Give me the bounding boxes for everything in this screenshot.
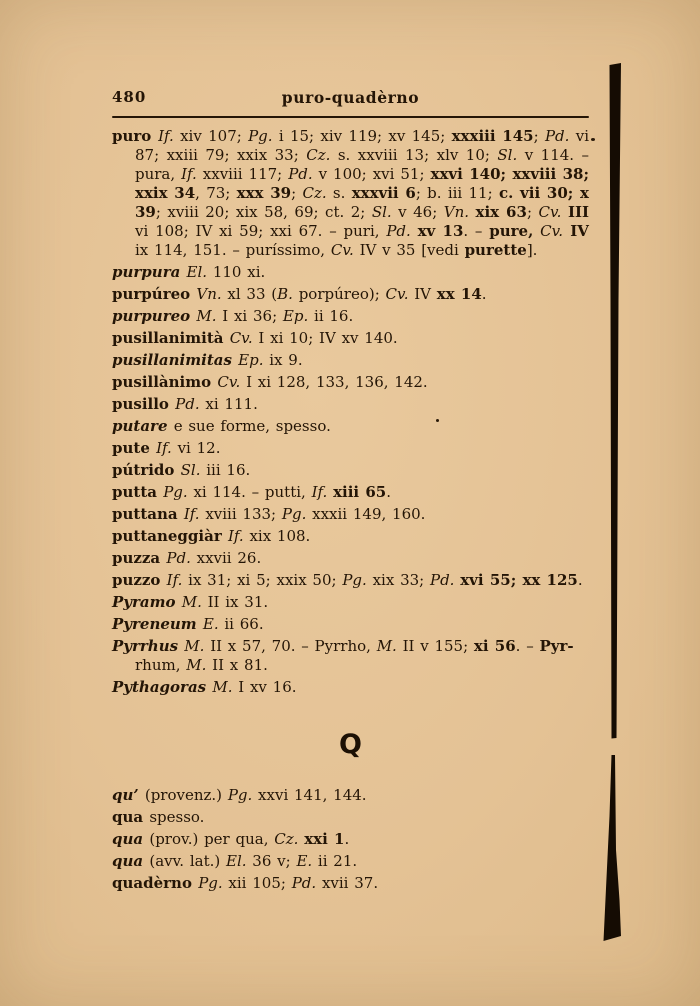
entry-text-segment: ; <box>291 184 303 202</box>
entry-text-segment: Pyreneum <box>112 615 203 633</box>
entry-text-segment: Pd. <box>291 874 317 892</box>
entry-text-segment: xxx 39 <box>236 184 292 202</box>
entry-text-segment: 36 v; <box>246 852 297 870</box>
index-entry-purpureo <box>112 285 589 304</box>
entry-text-segment: vi 108; IV xi 59; xxi 67. – puri, <box>135 222 387 240</box>
entry-text-segment: (avv. lat.) <box>149 852 226 870</box>
entry-text-segment: xl 33 ( <box>221 285 278 303</box>
entry-text-segment: qua <box>112 808 150 826</box>
entry-text-segment: ii 66. <box>218 615 264 633</box>
entry-text-segment: I xi 10; IV xv 140. <box>252 329 398 347</box>
entry-text-segment: If. <box>156 439 172 457</box>
entry-text-segment: v 46; <box>391 203 444 221</box>
entry-text-segment: s. <box>326 184 352 202</box>
entry-text-segment: II x 57, 70. – Pyrrho, <box>204 637 377 655</box>
index-entry-qua <box>112 808 589 827</box>
index-entry-puttana <box>112 505 589 524</box>
entry-text-segment: IV <box>563 222 589 240</box>
entry-text-segment: If. <box>181 165 197 183</box>
entry-text-segment: Pd. <box>175 395 200 413</box>
entry-text-segment: vi 87; xxiii 79; xxix 33; <box>135 127 589 164</box>
entry-text-segment: , 73; <box>195 184 237 202</box>
entry-text-segment: I xi 128, 133, 136, 142. <box>240 373 428 391</box>
entry-text-segment: v 114. – pura, <box>135 146 590 183</box>
entry-text-segment: Cz. <box>274 830 299 848</box>
index-entry-putare <box>112 417 589 436</box>
entry-text-segment: Pg. <box>342 571 367 589</box>
entry-text-segment: pútrido <box>112 461 181 479</box>
entry-text-segment: If. <box>183 505 200 523</box>
entry-text-segment: Ep. <box>238 351 264 369</box>
entry-text-segment: II v 155; <box>396 637 474 655</box>
ink-dot <box>436 419 439 422</box>
section-letter-q: Q <box>339 729 362 760</box>
entry-text-segment: putta <box>112 483 164 501</box>
entry-text-segment: Pd. <box>288 165 313 183</box>
index-entry-qu <box>112 786 589 805</box>
entry-text-segment: xvii 37. <box>316 874 379 892</box>
entry-text-segment: ix 9. <box>263 351 303 369</box>
entry-text-segment: M. <box>181 593 202 611</box>
entry-text-segment: e sue forme, spesso. <box>173 417 331 435</box>
index-entry-puro <box>112 127 589 260</box>
entry-text-segment: Cv. <box>217 373 241 391</box>
entry-text-segment: If. <box>158 127 174 145</box>
entry-text-segment: i 15; xiv 119; xv 145; <box>272 127 452 145</box>
entry-text-segment: xix 108. <box>243 527 311 545</box>
entry-text-segment: ix 31; xi 5; xxix 50; <box>182 571 343 589</box>
entry-text-segment: xxxii 149, 160. <box>306 505 426 523</box>
entry-text-segment: puzzo <box>112 571 167 589</box>
entry-text-segment: Cv. <box>540 222 564 240</box>
entry-text-segment <box>411 222 418 240</box>
entry-text-segment: El. <box>226 852 247 870</box>
entry-text-segment: pusillo <box>112 395 176 413</box>
entry-text-segment: . <box>344 830 350 848</box>
index-entry-purpura <box>112 263 589 282</box>
text-column <box>112 88 589 896</box>
entry-text-segment: Pyr- <box>539 637 574 655</box>
entry-text-segment: . – <box>515 637 540 655</box>
entry-text-segment: 110 xi. <box>207 263 266 281</box>
entry-text-segment: I xv 16. <box>232 678 297 696</box>
entry-text-segment: xix 63 <box>475 203 527 221</box>
index-entry-pusillanimitas <box>112 351 589 370</box>
entry-text-segment: Cv. <box>330 241 354 259</box>
entry-text-segment: pusillanimità <box>112 329 230 347</box>
entry-text-segment: xxi 1 <box>304 830 345 848</box>
entry-text-segment: puro <box>112 127 159 145</box>
entry-text-segment: purpureo <box>112 307 197 325</box>
entry-text-segment: ii 16. <box>308 307 354 325</box>
entry-text-segment: (prov.) per qua, <box>149 830 275 848</box>
entry-text-segment: If. <box>311 483 328 501</box>
entry-text-segment: xiv 107; <box>173 127 249 145</box>
entry-text-segment: purette <box>464 241 527 259</box>
binding-mark-lower <box>604 755 622 941</box>
entry-text-segment: quadèrno <box>112 874 199 892</box>
entry-text-segment: Pg. <box>248 127 273 145</box>
entry-text-segment: Cv. <box>385 285 409 303</box>
entry-text-segment: rhum, <box>135 656 187 674</box>
index-entry-pythagoras <box>112 678 589 697</box>
entry-text-segment: M. <box>376 637 397 655</box>
entry-text-segment: II ix 31. <box>201 593 269 611</box>
entry-text-segment: Cv. <box>229 329 253 347</box>
index-entry-purpureo-lat <box>112 307 589 326</box>
entry-text-segment: pute <box>112 439 157 457</box>
entry-text-segment: . <box>481 285 487 303</box>
ink-dot <box>591 138 595 141</box>
entry-text-segment: iii 16. <box>200 461 251 479</box>
entry-text-segment: ix 114, 151. – puríssimo, <box>135 241 331 259</box>
entry-text-segment: Cz. <box>302 184 327 202</box>
entry-text-segment: Vn. <box>196 285 222 303</box>
index-entry-pusillanimita <box>112 329 589 348</box>
page-header <box>112 88 589 110</box>
entry-text-segment: puttana <box>112 505 184 523</box>
entry-text-segment: E. <box>202 615 219 633</box>
entry-text-segment: spesso. <box>149 808 205 826</box>
entry-text-segment: M. <box>186 656 207 674</box>
entry-text-segment: II x 81. <box>206 656 268 674</box>
index-entry-pyreneum <box>112 615 589 634</box>
entry-text-segment: xxvi 141, 144. <box>252 786 367 804</box>
page-number: 480 <box>112 88 147 106</box>
entry-text-segment: xi 111. <box>199 395 258 413</box>
entry-text-segment: pusillanimitas <box>112 351 239 369</box>
index-entries-list <box>112 127 589 893</box>
binding-mark-upper <box>610 63 622 739</box>
entry-text-segment: Pd. <box>429 571 455 589</box>
entry-text-segment: Sl. <box>180 461 201 479</box>
index-entry-qua-lat <box>112 852 589 871</box>
index-entry-pusillo <box>112 395 589 414</box>
entry-text-segment: xiii 65 <box>333 483 387 501</box>
entry-text-segment: Vn. <box>443 203 470 221</box>
index-entry-puzzo <box>112 571 589 590</box>
index-entry-putrido <box>112 461 589 480</box>
index-entry-quaderno <box>112 874 589 893</box>
entry-text-segment: ; b. iii 11; <box>415 184 499 202</box>
entry-text-segment: xi 114. – putti, <box>187 483 312 501</box>
entry-text-segment: Cv. <box>538 203 562 221</box>
entry-text-segment: vi 12. <box>171 439 221 457</box>
entry-text-segment: xii 105; <box>222 874 292 892</box>
entry-text-segment: ; <box>533 127 545 145</box>
entry-text-segment: putare <box>112 417 174 435</box>
entry-text-segment: Pg. <box>227 786 253 804</box>
entry-text-segment: IV v 35 [vedi <box>353 241 465 259</box>
entry-text-segment: xix 33; <box>366 571 430 589</box>
entry-text-segment: Pg. <box>281 505 307 523</box>
entry-text-segment: xviii 133; <box>199 505 282 523</box>
entry-text-segment: I xi 36; <box>216 307 283 325</box>
entry-text-segment: IV <box>408 285 437 303</box>
entry-text-segment: Ep. <box>282 307 309 325</box>
entry-text-segment: Pythagoras <box>112 678 213 696</box>
entry-text-segment: Pg. <box>198 874 223 892</box>
entry-text-segment: xvi 55; xx 125 <box>460 571 578 589</box>
running-title: puro-quadèrno <box>281 88 420 107</box>
header-rule <box>112 116 589 118</box>
index-entry-putta <box>112 483 589 502</box>
entry-text-segment: puzza <box>112 549 167 567</box>
index-entry-puttaneggiar <box>112 527 589 546</box>
entry-text-segment: Sl. <box>497 146 518 164</box>
entry-text-segment: qu’ <box>112 786 145 804</box>
entry-text-segment: qua <box>112 830 150 848</box>
index-entry-pute <box>112 439 589 458</box>
entry-text-segment: E. <box>296 852 313 870</box>
entry-text-segment: c. vii 30; x 39 <box>135 184 589 221</box>
entry-text-segment: v 100; xvi 51; <box>312 165 431 183</box>
entry-text-segment: If. <box>166 571 183 589</box>
entry-text-segment: M. <box>184 637 205 655</box>
entry-text-segment: . <box>386 483 391 501</box>
entry-text-segment: ]. <box>526 241 538 259</box>
index-entry-puzza <box>112 549 589 568</box>
entry-text-segment: . <box>577 571 583 589</box>
entry-text-segment: xv 13 <box>417 222 464 240</box>
entry-text-segment: . – <box>463 222 490 240</box>
entry-text-segment: M. <box>212 678 233 696</box>
entry-text-segment: Pyrrhus <box>112 637 185 655</box>
entry-text-segment: ii 21. <box>312 852 358 870</box>
entry-text-segment: B. <box>277 285 293 303</box>
entry-text-segment: s. xxviii 13; xlv 10; <box>330 146 498 164</box>
entry-text-segment: porpúreo); <box>292 285 386 303</box>
entry-text-segment: M. <box>196 307 217 325</box>
index-entry-qua-prov <box>112 830 589 849</box>
entry-text-segment: Pyramo <box>112 593 182 611</box>
entry-text-segment: El. <box>186 263 208 281</box>
entry-text-segment: puttaneggiàr <box>112 527 228 545</box>
entry-text-segment: ; <box>526 203 539 221</box>
entry-text-segment: Pd. <box>166 549 191 567</box>
entry-text-segment: xxxvii 6 <box>351 184 416 202</box>
entry-text-segment: purpúreo <box>112 285 197 303</box>
entry-text-segment: pure, <box>489 222 534 240</box>
entry-text-segment: xi 56 <box>473 637 516 655</box>
entry-text-segment: ; xviii 20; xix 58, 69; ct. 2; <box>155 203 372 221</box>
index-entry-pyramo <box>112 593 589 612</box>
entry-text-segment: Pd. <box>386 222 411 240</box>
index-entry-pyrrhus <box>112 637 589 675</box>
entry-text-segment: Sl. <box>371 203 392 221</box>
entry-text-segment: xxxiii 145 <box>451 127 534 145</box>
entry-text-segment: xxvi 140; xxviii 38; xxix 34 <box>135 165 590 202</box>
entry-text-segment: (provenz.) <box>144 786 228 804</box>
entry-text-segment: xx 14 <box>436 285 482 303</box>
entry-text-segment: purpura <box>112 263 187 281</box>
entry-text-segment: Pd. <box>544 127 570 145</box>
entry-text-segment: xxvii 26. <box>190 549 262 567</box>
entry-text-segment: Pg. <box>163 483 188 501</box>
entry-text-segment: If. <box>227 527 244 545</box>
entry-text-segment: III <box>567 203 589 221</box>
entry-text-segment: Cz. <box>306 146 331 164</box>
index-entry-pusillanimo <box>112 373 589 392</box>
entry-text-segment: pusillànimo <box>112 373 218 391</box>
entry-text-segment: qua <box>112 852 150 870</box>
entry-text-segment: xxviii 117; <box>196 165 289 183</box>
